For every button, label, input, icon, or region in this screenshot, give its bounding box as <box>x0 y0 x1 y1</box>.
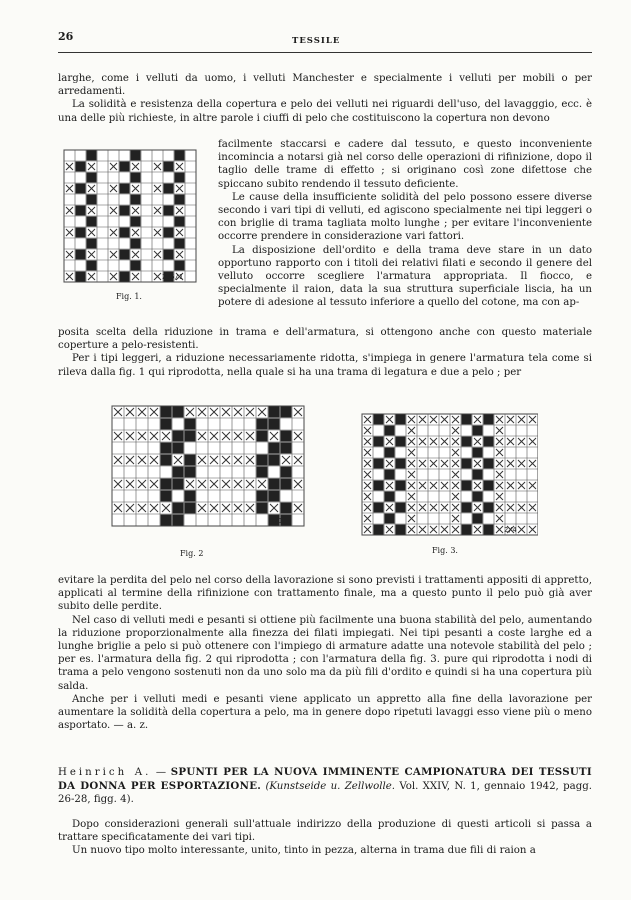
paragraph: Anche per i velluti medi e pesanti viene applicato un appretto alla fine della lavorazione per aumentare la solidità della copertura a pelo, ma in genere dopo ripetuti lavaggi esso viene più o meno asportato. — a. z. <box>58 693 592 732</box>
paragraph-intro <box>58 72 592 125</box>
paragraph: Un nuovo tipo molto interessante, unito, tinto in pezza, alterna in trama due fili di raion a <box>72 845 536 857</box>
svg-text:2/4: 2/4 <box>504 526 517 534</box>
reference-title: SPUNTI PER LA NUOVA IMMINENTE CAMPIONATURA DEI TESSUTI DA DONNA PER ESPORTAZIONE. <box>58 766 593 792</box>
figure-2-caption: Fig. 2 <box>180 549 204 558</box>
figure-1-caption: Fig. 1. <box>116 292 142 301</box>
figure-1-weave-diagram <box>60 146 208 286</box>
paragraph: Per i tipi leggeri, a riduzione necessariamente ridotta, s'impiega in genere l'armatura tela come si rileva dalla fig. 1 qui riprodotta, nella quale si ha una trama di legatura e due a pelo ; per <box>58 353 592 378</box>
paragraph: larghe, come i velluti da uomo, i velluti Manchester e specialmente i velluti per mobili o per arredamenti. <box>58 73 592 98</box>
paragraph: facilmente staccarsi e cadere dal tessuto, e questo inconveniente incomincia a notarsi già nel corso delle operazioni di rifinizione, dopo il taglio delle trame di effetto ; si originano così zone difettose che spiccano subito rendendo il tessuto deficiente. <box>218 139 592 190</box>
reference-details: Vol. XXIV, N. 1, gennaio 1942, pagg. 26-28, figg. 4). <box>58 780 592 806</box>
paragraph-column <box>218 138 592 310</box>
paragraph: Le cause della insufficiente solidità del pelo possono essere diverse secondo i vari tipi di velluti, ed agiscono specialmente nei tipi leggeri o con briglie di trama tagliata molto lunghe ; per evitare l'inconveniente occorre prendere in considerazione vari fattori. <box>218 191 592 243</box>
page-number: 26 <box>58 30 74 43</box>
paragraph: evitare la perdita del pelo nel corso della lavorazione si sono previsti i trattamenti appositi di appretto, applicati al termine della rifinizione con trattamento finale, ma a questo punto il pelo può già aver subito delle perdite. <box>58 575 592 613</box>
paragraph: Dopo considerazioni generali sull'attuale indirizzo della produzione di questi articoli si passa a trattare specificatamente dei vari tipi. <box>58 819 592 844</box>
reference-source: (Kunstseide u. Zellwolle. <box>265 780 395 792</box>
paragraph: La disposizione dell'ordito e della trama deve stare in un dato opportuno rapporto con i titoli dei relativi filati e secondo il genere del velluto occorre scegliere l'armatura appropriata. Il fiocco, e specialmente il raion, data la sua struttura superficiale liscia, ha un potere di adesione al tessuto inferiore a quello del cotone, ma con ap- <box>218 244 592 309</box>
paragraph: Nel caso di velluti medi e pesanti si ottiene più facilmente una buona stabilità del pelo, aumentando la riduzione proporzionalmente alla finezza dei filati impiegati. Nei tipi pesanti a coste larghe ed a lunghe briglie a pelo si può ottenere con l'impiego di armature adatte una notevole stabilità del pelo ; per es. l'armatura della fig. 2 qui riprodotta ; con l'armatura della fig. 3. pure qui riprodotta i nodi di trama a pelo vengono sostenuti non da uno solo ma da più fili d'ordito e quindi si ha una copertura più salda. <box>58 614 592 692</box>
figure-2-weave-diagram <box>106 400 316 540</box>
reference-author: Heinrich A. <box>58 767 152 778</box>
svg-text:Z35/1: Z35/1 <box>162 273 184 281</box>
figure-3-weave-diagram <box>358 410 538 538</box>
paragraph: posita scelta della riduzione in trama e dell'armatura, si ottengono anche con questo materiale coperture a pelo-resistenti. <box>58 327 592 352</box>
header-rule <box>58 52 592 53</box>
running-title: TESSILE <box>292 36 341 46</box>
paragraph: La solidità e resistenza della copertura e pelo dei velluti nei riguardi dell'uso, del lavagggio, ecc. è una delle più richieste, in altre parole i ciuffi di pelo che costituiscono la copertura non devono <box>58 99 592 124</box>
svg-text:2/1: 2/1 <box>270 517 283 525</box>
paragraph-block <box>58 326 592 379</box>
paragraph-closing <box>58 818 592 858</box>
bibliographic-reference: Heinrich A. — SPUNTI PER LA NUOVA IMMINENTE CAMPIONATURA DEI TESSUTI DA DONNA PER ESPORTAZIONE. (Kunstseide u. Zellwolle. Vol. XXIV, N. 1, gennaio 1942, pagg. 26-28, figg. 4). <box>58 766 593 806</box>
figure-3-caption: Fig. 3. <box>432 546 458 555</box>
paragraph-lower <box>58 574 592 732</box>
